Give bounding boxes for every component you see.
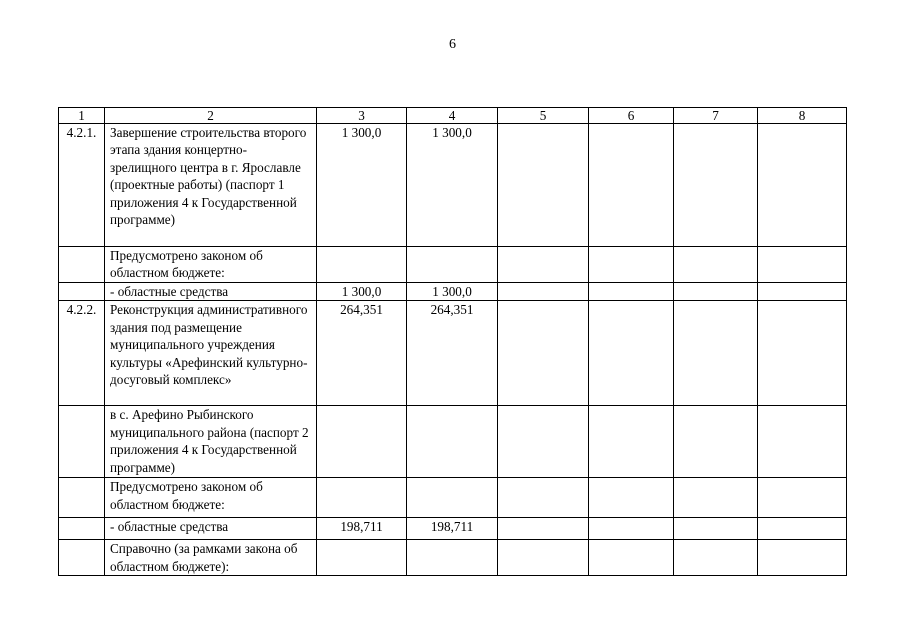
header-cell: 8 [758,108,847,124]
cell-col7 [674,478,758,518]
cell-col6 [589,406,674,478]
cell-col3 [317,406,407,478]
cell-col7 [674,540,758,576]
cell-col8 [758,406,847,478]
cell-col4: 264,351 [407,301,498,406]
cell-col3: 1 300,0 [317,283,407,301]
cell-col5 [498,518,589,540]
header-cell: 7 [674,108,758,124]
row-number [59,247,105,283]
row-number: 4.2.1. [59,124,105,247]
table-row [59,247,847,283]
cell-col7 [674,247,758,283]
cell-col8 [758,540,847,576]
cell-col5 [498,283,589,301]
table-row [59,540,847,576]
cell-col8 [758,478,847,518]
cell-col6 [589,247,674,283]
row-description: Предусмотрено законом об областном бюджете: [105,247,317,283]
cell-col4 [407,478,498,518]
cell-col8 [758,518,847,540]
row-description: Завершение строительства второго этапа здания концертно-зрелищного центра в г. Ярославле (проектные работы) (паспорт 1 приложения 4 к Государственной программе) [105,124,317,247]
row-number [59,478,105,518]
cell-col5 [498,247,589,283]
cell-col4 [407,540,498,576]
cell-col5 [498,406,589,478]
row-description: - областные средства [105,283,317,301]
cell-col4 [407,406,498,478]
cell-col8 [758,247,847,283]
header-cell: 5 [498,108,589,124]
cell-col6 [589,478,674,518]
cell-col6 [589,301,674,406]
table-row [59,283,847,301]
row-number [59,518,105,540]
cell-col6 [589,124,674,247]
budget-table [58,107,847,576]
table-header-row [59,108,847,124]
cell-col3 [317,478,407,518]
cell-col7 [674,518,758,540]
cell-col8 [758,283,847,301]
cell-col4: 1 300,0 [407,283,498,301]
row-number [59,406,105,478]
row-number [59,283,105,301]
cell-col8 [758,301,847,406]
row-description: в с. Арефино Рыбинского муниципального района (паспорт 2 приложения 4 к Государственной программе) [105,406,317,478]
table-row [59,301,847,406]
cell-col3: 264,351 [317,301,407,406]
cell-col5 [498,124,589,247]
cell-col7 [674,283,758,301]
table-row [59,406,847,478]
table-row [59,478,847,518]
cell-col6 [589,518,674,540]
header-cell: 3 [317,108,407,124]
cell-col3 [317,540,407,576]
cell-col8 [758,124,847,247]
cell-col5 [498,540,589,576]
cell-col3: 1 300,0 [317,124,407,247]
cell-col7 [674,301,758,406]
table-row [59,124,847,247]
cell-col5 [498,301,589,406]
row-description: Реконструкция административного здания под размещение муниципального учреждения культуры «Арефинский культурно-досуговый комплекс» [105,301,317,406]
cell-col4: 198,711 [407,518,498,540]
header-cell: 6 [589,108,674,124]
cell-col4: 1 300,0 [407,124,498,247]
header-cell: 1 [59,108,105,124]
page-number: 6 [449,37,456,52]
row-description: Предусмотрено законом об областном бюджете: [105,478,317,518]
cell-col4 [407,247,498,283]
cell-col6 [589,540,674,576]
row-number: 4.2.2. [59,301,105,406]
row-description: - областные средства [105,518,317,540]
header-cell: 2 [105,108,317,124]
cell-col7 [674,124,758,247]
cell-col3: 198,711 [317,518,407,540]
cell-col5 [498,478,589,518]
table-row [59,518,847,540]
row-number [59,540,105,576]
row-description: Справочно (за рамками закона об областном бюджете): [105,540,317,576]
cell-col6 [589,283,674,301]
header-cell: 4 [407,108,498,124]
cell-col7 [674,406,758,478]
cell-col3 [317,247,407,283]
